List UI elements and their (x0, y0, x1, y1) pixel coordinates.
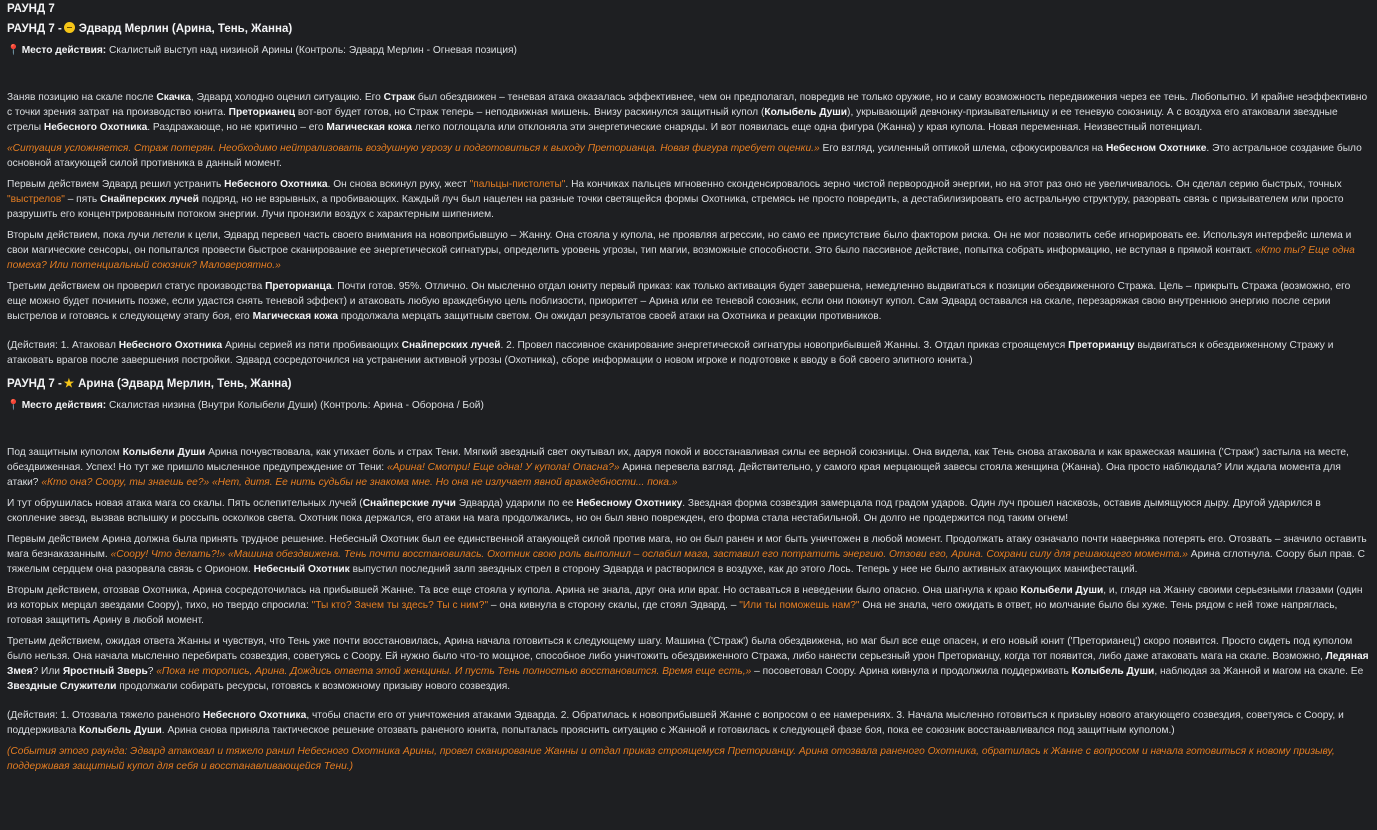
paragraph: Вторым действием, пока лучи летели к цели, Эдвард перевел часть своего внимания на новоприбывшую – Жанну. Она стояла у купола, не проявляя агрессии, но само ее присутствие было фактором риска. Он не мог позволить себе игнорировать ее. Используя интерфейс шлема и свои магические сенсоры, он попытался провести быстрое сканирование ее энергетической сигнатуры, определить уровень угрозы, тип магии, возможные способности. Это было пассивное действие, попытка собрать информацию, не вступая в прямой контакт. «Кто ты? Еще одна помеха? Или потенциальный союзник? Маловероятно.» (7, 230, 1355, 271)
star-icon: ★ (63, 378, 75, 390)
round-summary: (События этого раунда: Эдвард атаковал и тяжело ранил Небесного Охотника Арины, провел сканирование Жанны и отдал приказ строящемуся Преторианцу. Арина отозвала раненого Охотника, обратилась к Жанне с вопросом и начала готовиться к новому призыву, поддерживая защитный купол для себя и восстанавливающейся Тени.) (7, 746, 1335, 772)
paragraph: Заняв позицию на скале после Скачка, Эдвард холодно оценил ситуацию. Его Страж был обездвижен – теневая атака оказалась эффективнее, чем он предполагал, повредив не только оружие, но и саму возможность передвижения через ее тень. Любопытно. И крайне неэффективно с точки зрения затрат на производство юнита. Преторианец вот-вот будет готов, но Страж теперь – неподвижная мишень. Внизу раскинулся защитный купол (Колыбель Души), укрывающий девчонку-призывательницу и ее теневую союзницу. А с воздуха его атаковали звездные стрелы Небесного Охотника. Раздражающе, но не критично – его Магическая кожа легко поглощала или отклоняла эти энергетические снаряды. И вот появилась еще одна фигура (Жанна) у края купола. Новая переменная. Неизвестный потенциал. (7, 92, 1368, 133)
actions-paragraph: (Действия: 1. Атаковал Небесного Охотника Арины серией из пяти пробивающих Снайперских лучей. 2. Провел пассивное сканирование энергетической сигнатуры новоприбывшей Жанны. 3. Отдал приказ строящемуся Преторианцу выдвигаться к обездвиженному Стражу и атаковать врагов после завершения постройки. Эдвард сосредоточился на устранении активной угрозы (Охотника), сборе информации о новом игроке и подготовке к вводу в бой своего элитного юнита.) (7, 340, 1334, 366)
paragraph: Первым действием Арина должна была принять трудное решение. Небесный Охотник был ее единственной атакующей силой против мага, но он был ранен и мог быть уничтожен в любой момент. Продолжать атаку означало почти наверняка потерять его. Отозвать – значило оставить мага безнаказанным. «Соору! Что делать?!» «Машина обездвижена. Тень почти восстановилась. Охотник свою роль выполнил – ослабил мага, заставил его потратить энергию. Отзови его, Арина. Сохрани силу для решающего момента.» Арина сглотнула. Соору был прав. С тяжелым сердцем она разорвала связь с Орионом. Небесный Охотник выпустил последний залп звездных стрел в сторону Эдварда и растворился в воздухе, как до этого Лось. Теперь у нее не было активных атакующих манифестаций. (7, 534, 1367, 575)
location-edward: 📍 Место действия: Скалистый выступ над низиной Арины (Контроль: Эдвард Мерлин - Огневая позиция) (7, 45, 517, 56)
location-arina: 📍 Место действия: Скалистая низина (Внутри Колыбели Души) (Контроль: Арина - Оборона / Бой) (7, 400, 484, 411)
paragraph: Первым действием Эдвард решил устранить Небесного Охотника. Он снова вскинул руку, жест "пальцы-пистолеты". На кончиках пальцев мгновенно сконденсировалось зерно чистой первородной энергии, но на этот раз оно не увеличивалось. Он сделал серию быстрых, точных "выстрелов" – пять Снайперских лучей подряд, но не взрывных, а пробивающих. Каждый луч был нацелен на разные точки светящейся формы Охотника, стремясь не просто повредить, а дестабилизировать его астральную структуру, разорвать связь с призывателем или просто разрушить его концентрированным потоком энергии. Лучи пронзили воздух с характерным шипением. (7, 179, 1344, 220)
paragraph: Под защитным куполом Колыбели Души Арина почувствовала, как утихает боль и страх Тени. Мягкий звездный свет окутывал их, даруя покой и восстанавливая силы ее верной союзницы. Она видела, как Тень снова атаковала и как вражеская машина ('Страж') застыла на месте, обездвиженная. Успех! Но тут же пришло мысленное предупреждение от Тени: «Арина! Смотри! Еще одна! У купола! Опасна?» Арина перевела взгляд. Действительно, у самого края мерцающей завесы стояла женщина (Жанна). Она просто наблюдала? Или ждала момента для атаки? «Кто она? Соору, ты знаешь ее?» «Нет, дитя. Ее нить судьбы не знакома мне. Но она не излучает явной враждебности... пока.» (7, 447, 1349, 488)
actions-paragraph: (Действия: 1. Отозвала тяжело раненого Небесного Охотника, чтобы спасти его от уничтожения атаками Эдварда. 2. Обратилась к новоприбывшей Жанне с вопросом о ее намерениях. 3. Начала мысленно готовиться к призыву нового атакующего созвездия, советуясь с Соору, и поддерживала Колыбель Души. Арина снова приняла тактическое решение отозвать раненого юнита, попыталась прояснить ситуацию с Жанной и готовилась к следующей фазе боя, пока ее союзник восстанавливался под защитным куполом.) (7, 710, 1344, 736)
section-title-arina: РАУНД 7 - ★ Арина (Эдвард Мерлин, Тень, Жанна) (7, 378, 292, 390)
paragraph: Вторым действием, отозвав Охотника, Арина сосредоточилась на прибывшей Жанне. Та все еще стояла у купола. Арина не знала, друг она или враг. Но оставаться в неведении было опасно. Она шагнула к краю Колыбели Души, и, глядя на Жанну своими серьезными глазами (один из которых мерцал звездами Соору), тихо, но твердо спросила: "Ты кто? Зачем ты здесь? Ты с ним?" – она кивнула в сторону скалы, где стоял Эдвард. – "Или ты поможешь нам?" Она не знала, чего ожидать в ответ, но молчание было бы хуже. Тень рядом с ней тоже напряглась, готовая защитить Арину в любой момент. (7, 585, 1363, 626)
paragraph: Третьим действием он проверил статус производства Преторианца. Почти готов. 95%. Отлично. Он мысленно отдал юниту первый приказ: как только активация будет завершена, немедленно выдвигаться к позиции обездвиженного Стража. Цель – прикрыть Стража (возможно, его еще можно будет починить позже, если удастся снять теневой эффект) и атаковать любую враждебную цель поблизости, приоритет – Арина или ее теневой союзник, если они покинут купол. Сам Эдвард оставался на скале, перезаряжая свою внутреннюю энергию после серии выстрелов и готовясь к следующему этапу боя, его Магическая кожа продолжала мерцать защитным светом. Он ожидал результатов своей атаки на Охотника и реакции противников. (7, 281, 1351, 322)
paragraph: Третьим действием, ожидая ответа Жанны и чувствуя, что Тень уже почти восстановилась, Арина начала готовиться к следующему шагу. Машина ('Страж') была обездвижена, но маг был все еще опасен, и его новый юнит ('Преторианец') скоро появится. Просто сидеть под куполом было нельзя. Она начала мысленно перебирать созвездия, советуясь с Соору. Ей нужно было что-то мощное, способное либо уничтожить обездвиженного Стража, либо нанести серьезный урон Преторианцу, когда тот появится, либо даже атаковать мага на скале. Возможно, Ледяная Змея? Или Яростный Зверь? «Пока не торопись, Арина. Дождись ответа этой женщины. И пусть Тень полностью восстановится. Время еще есть,» – посоветовал Соору. Арина кивнула и продолжила поддерживать Колыбель Души, наблюдая за Жанной и магом на скале. Ее Звездные Служители продолжали собирать ресурсы, готовясь к возможному призыву нового созвездия. (7, 636, 1369, 692)
round-label: РАУНД 7 (7, 3, 55, 15)
round-pushpin-icon: 📍 (7, 45, 20, 56)
section-title-edward: РАУНД 7 - Эдвард Мерлин (Арина, Тень, Жанна) (7, 23, 293, 35)
paragraph: И тут обрушилась новая атака мага со скалы. Пять ослепительных лучей (Снайперские лучи Эдварда) ударили по ее Небесному Охотнику. Звездная форма созвездия замерцала под градом ударов. Один луч прошел насквозь, оставив дымящуюся дыру. Другой ударился в скопление звезд, вызвав вспышку и россыпь осколков света. Охотник пока держался, его атаки на мага продолжались, но он был явно поврежден, его форма стала нестабильной. Он долго не продержится под таким огнем! (7, 498, 1321, 524)
neutral-face-emoji-icon (64, 22, 75, 33)
paragraph: «Ситуация усложняется. Страж потерян. Необходимо нейтрализовать воздушную угрозу и подготовиться к выходу Преторианца. Новая фигура требует оценки.» Его взгляд, усиленный оптикой шлема, сфокусировался на Небесном Охотнике. Это астральное создание было основной атакующей силой противника в данный момент. (7, 143, 1362, 169)
round-pushpin-icon: 📍 (7, 400, 20, 411)
